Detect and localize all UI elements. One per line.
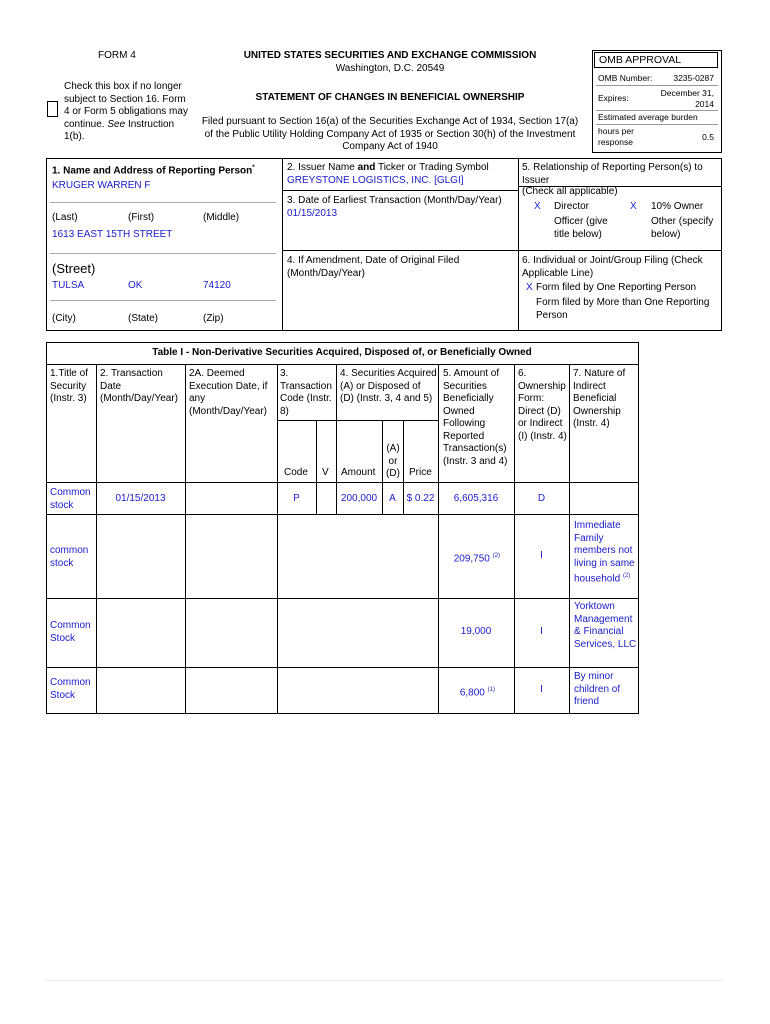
earliest-transaction-date: 01/15/2013 xyxy=(287,208,338,219)
field-line xyxy=(50,202,276,203)
box3-label: 3. Date of Earliest Transaction (Month/Day/Year) xyxy=(287,195,502,206)
box5-label: 5. Relationship of Reporting Person(s) to Issuer xyxy=(522,162,703,186)
filed-pursuant-text: Filed pursuant to Section 16(a) of the Securities Exchange Act of 1934, Section 17(a) of the Public Utility Holding Company Act of 1935 or Section 30(h) of the Investment Company Act of 1940 xyxy=(201,116,579,152)
omb-divider xyxy=(596,110,718,111)
state-label: (State) xyxy=(128,313,159,324)
grid-line xyxy=(46,158,722,159)
city-label: (City) xyxy=(52,313,76,324)
grid-line xyxy=(316,420,317,514)
grid-line xyxy=(277,420,438,421)
page-footer-divider xyxy=(46,980,722,981)
amount-owned-value: 6,800 xyxy=(459,687,485,699)
sub-amount-header: Amount xyxy=(341,467,376,478)
nature-of-ownership: Yorktown Management & Financial Services, LLC xyxy=(574,601,637,650)
col-title-header: 1.Title of Security (Instr. 3) xyxy=(50,368,88,404)
grid-line xyxy=(277,364,278,714)
sub-code-header: Code xyxy=(284,467,308,478)
middle-label: (Middle) xyxy=(203,212,240,223)
commission-title: UNITED STATES SECURITIES AND EXCHANGE COMMISSION xyxy=(243,50,537,61)
zip-value: 74120 xyxy=(203,280,231,291)
grid-line xyxy=(282,190,518,191)
reporting-person-name: KRUGER WARREN F xyxy=(52,180,151,191)
form-number: FORM 4 xyxy=(98,50,136,61)
col-nature-header: 7. Nature of Indirect Beneficial Ownership (Instr. 4) xyxy=(573,368,626,429)
grid-line xyxy=(282,158,283,331)
zip-label: (Zip) xyxy=(203,313,224,324)
one-person-mark[interactable]: X xyxy=(526,282,533,293)
grid-line xyxy=(185,364,186,714)
col-ownership-form-header: 6. Ownership Form: Direct (D) or Indirect (I) (Instr. 4) xyxy=(518,368,567,442)
amount-owned xyxy=(440,550,500,566)
ownership-form: I xyxy=(540,626,543,637)
security-title: Common Stock xyxy=(50,677,91,701)
grid-line xyxy=(46,514,639,515)
grid-line xyxy=(46,482,639,483)
no-longer-subject-checkbox[interactable] xyxy=(47,101,58,117)
col-code-header: 3. Transaction Code (Instr. 8) xyxy=(280,368,332,417)
ownership-form: I xyxy=(540,550,543,561)
box2-label-pre: 2. Issuer Name xyxy=(287,162,358,173)
more-persons-label: Form filed by More than One Reporting Person xyxy=(536,297,710,321)
other-label: Other (specify below) xyxy=(651,216,714,240)
check-box-text: Check this box if no longer subject to Section 16. Form 4 or Form 5 obligations may continue. xyxy=(64,81,188,130)
field-line xyxy=(50,300,276,301)
officer-label: Officer (give title below) xyxy=(554,216,608,240)
transaction-code: P xyxy=(293,493,300,504)
grid-line xyxy=(518,158,519,331)
check-all-applicable: (Check all applicable) xyxy=(522,186,618,197)
amount-owned: 19,000 xyxy=(460,626,492,637)
ten-percent-owner-label: 10% Owner xyxy=(651,201,704,212)
sub-a-or-d-header: (A) or (D) xyxy=(386,443,400,479)
table-1-title: Table I - Non-Derivative Securities Acquired, Disposed of, or Beneficially Owned xyxy=(152,347,532,358)
box4-label: 4. If Amendment, Date of Original Filed (Month/Day/Year) xyxy=(287,255,460,279)
transaction-date: 01/15/2013 xyxy=(115,493,166,504)
first-label: (First) xyxy=(128,212,155,223)
statement-title: STATEMENT OF CHANGES IN BENEFICIAL OWNERSHIP xyxy=(255,92,525,103)
omb-title: OMB APPROVAL xyxy=(594,52,718,68)
col-deemed-header: 2A. Deemed Execution Date, if any (Month/Day/Year) xyxy=(189,368,268,417)
acquired-or-disposed: A xyxy=(389,493,396,504)
grid-line xyxy=(721,158,722,331)
commission-location: Washington, D.C. 20549 xyxy=(335,63,445,74)
security-title: common stock xyxy=(50,545,89,569)
grid-line xyxy=(46,342,47,714)
omb-hours-label: hours per response xyxy=(598,126,634,147)
amount-owned xyxy=(440,684,495,700)
ten-percent-owner-mark[interactable]: X xyxy=(630,201,637,212)
omb-number-value: 3235-0287 xyxy=(673,73,714,83)
grid-line xyxy=(46,598,639,599)
security-title: Common Stock xyxy=(50,620,91,644)
grid-line xyxy=(438,364,439,714)
omb-number-label: OMB Number: xyxy=(598,73,653,83)
check-box-see: See xyxy=(107,118,126,130)
grid-line xyxy=(282,250,722,251)
grid-line xyxy=(46,342,639,343)
issuer-name: GREYSTONE LOGISTICS, INC. [GLGI] xyxy=(287,175,464,186)
grid-line xyxy=(46,364,639,365)
omb-hours-value: 0.5 xyxy=(702,132,714,142)
no-longer-subject-text xyxy=(64,81,194,144)
box2-label xyxy=(287,162,515,173)
last-label: (Last) xyxy=(52,212,78,223)
security-title: Common stock xyxy=(50,487,91,511)
omb-expires-label: Expires: xyxy=(598,93,629,103)
box2-label-and: and xyxy=(357,162,376,173)
footnote-ref[interactable]: (1) xyxy=(487,687,495,693)
footnote-ref[interactable]: (2) xyxy=(492,553,500,559)
ownership-form: D xyxy=(537,493,546,504)
check-box-instr: Instruction 1(b). xyxy=(64,118,175,142)
box1-label xyxy=(52,165,255,176)
price: $ 0.22 xyxy=(406,493,435,504)
street-value: 1613 EAST 15TH STREET xyxy=(52,229,173,240)
city-value: TULSA xyxy=(52,280,85,291)
securities-amount: 200,000 xyxy=(340,493,378,504)
omb-divider xyxy=(596,85,718,86)
omb-divider xyxy=(596,124,718,125)
box1-asterisk: * xyxy=(252,165,255,171)
sub-v-header: V xyxy=(322,467,329,478)
grid-line xyxy=(96,364,97,714)
nature-of-ownership xyxy=(574,520,636,586)
grid-line xyxy=(46,330,722,331)
grid-line xyxy=(638,342,639,714)
street-label: (Street) xyxy=(52,261,96,276)
omb-expires-value: December 31, 2014 xyxy=(660,88,714,109)
nature-of-ownership: By minor children of friend xyxy=(574,671,621,707)
ownership-form: I xyxy=(540,684,543,695)
col-securities-header: 4. Securities Acquired (A) or Disposed of (D) (Instr. 3, 4 and 5) xyxy=(340,368,437,404)
box1-label-text: 1. Name and Address of Reporting Person xyxy=(52,165,253,177)
footnote-ref[interactable]: (2) xyxy=(622,573,631,579)
nature-text: Immediate Family members not living in same household xyxy=(574,520,635,585)
amount-owned: 6,605,316 xyxy=(453,493,499,504)
one-person-label: Form filed by One Reporting Person xyxy=(536,282,697,293)
box6-label: 6. Individual or Joint/Group Filing (Check Applicable Line) xyxy=(522,255,703,279)
sub-price-header: Price xyxy=(409,467,432,478)
box2-label-post: Ticker or Trading Symbol xyxy=(375,162,489,173)
omb-burden-label: Estimated average burden xyxy=(598,112,698,122)
director-mark[interactable]: X xyxy=(534,201,541,212)
field-line xyxy=(50,253,276,254)
grid-line xyxy=(46,158,47,331)
col-amount-owned-header: 5. Amount of Securities Beneficially Owned Following Reported Transaction(s) (Instr. 3 and 4) xyxy=(443,368,508,467)
amount-owned-value: 209,750 xyxy=(453,553,490,565)
col-date-header: 2. Transaction Date (Month/Day/Year) xyxy=(100,368,178,404)
state-value: OK xyxy=(128,280,143,291)
grid-line xyxy=(46,667,639,668)
grid-line xyxy=(46,713,639,714)
director-label: Director xyxy=(554,201,590,212)
